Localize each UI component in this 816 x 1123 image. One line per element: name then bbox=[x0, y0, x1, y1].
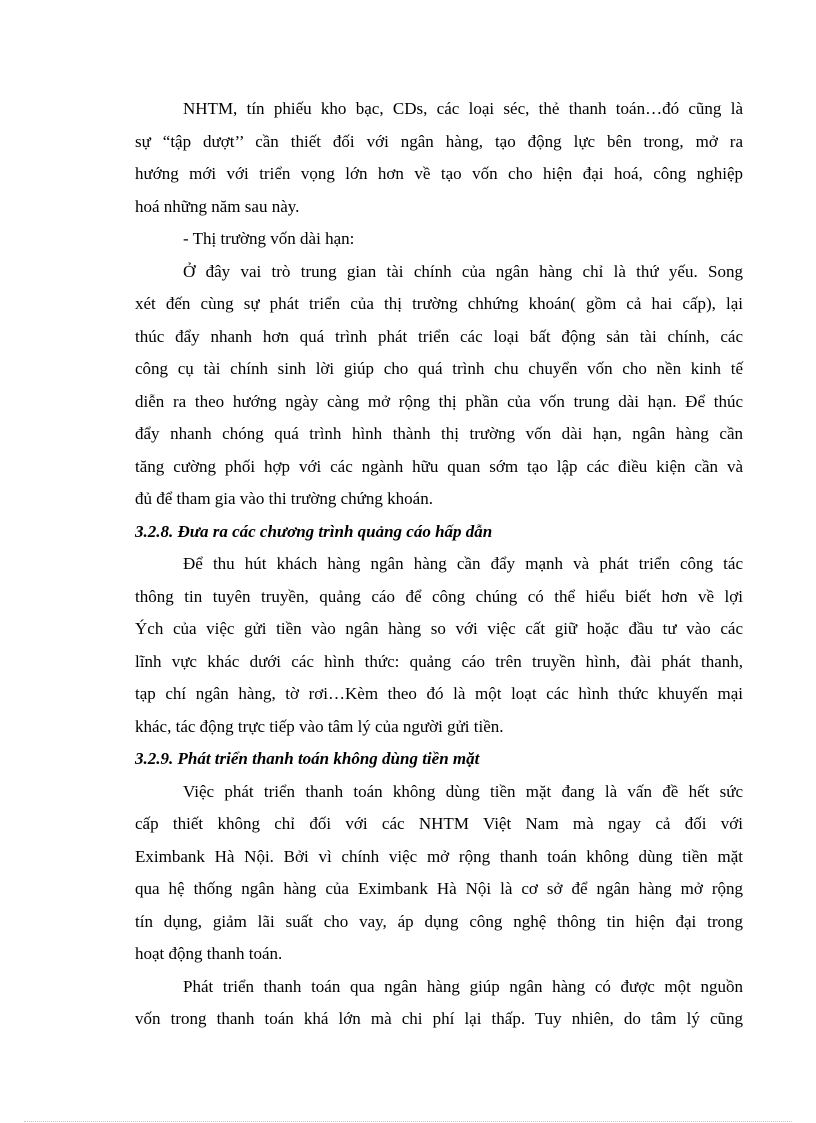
section-heading-3-2-8: 3.2.8. Đưa ra các chương trình quảng cáo hấp dẫn bbox=[135, 521, 493, 541]
text-line: tạp chí ngân hàng, tờ rơi…Kèm theo đó là một loạt các hình thức khuyến mại bbox=[135, 684, 743, 703]
text-line: Eximbank Hà Nội. Bởi vì chính việc mở rộng thanh toán không dùng tiền mặt bbox=[135, 846, 743, 866]
text-line: đủ để tham gia vào thi trường chứng khoán. bbox=[135, 489, 433, 508]
section-heading-3-2-9: 3.2.9. Phát triển thanh toán không dùng tiền mặt bbox=[135, 749, 480, 768]
text-line: thông tin tuyên truyền, quảng cáo để công chúng có thể hiểu biết hơn về lợi bbox=[135, 586, 743, 606]
text-line: Việc phát triển thanh toán không dùng tiền mặt đang là vấn đề hết sức bbox=[183, 781, 743, 801]
page-bottom-rule bbox=[24, 1121, 792, 1122]
text-line: tăng cường phối hợp với các ngành hữu quan sớm tạo lập các điều kiện cần và bbox=[135, 456, 743, 476]
text-line: Để thu hút khách hàng ngân hàng cần đẩy mạnh và phát triển công tác bbox=[183, 554, 743, 573]
text-line: Ých của việc gửi tiền vào ngân hàng so với việc cất giữ hoặc đầu tư vào các bbox=[135, 619, 743, 638]
text-line: - Thị trường vốn dài hạn: bbox=[183, 229, 355, 248]
text-line: vốn trong thanh toán khá lớn mà chi phí lại thấp. Tuy nhiên, do tâm lý cũng bbox=[135, 1009, 743, 1028]
text-line: thúc đẩy nhanh hơn quá trình phát triển các loại bất động sản tài chính, các bbox=[135, 326, 743, 346]
document-page bbox=[135, 93, 743, 1036]
text-line: hoạt động thanh toán. bbox=[135, 944, 283, 963]
text-line: tín dụng, giảm lãi suất cho vay, áp dụng công nghệ thông tin hiện đại trong bbox=[135, 911, 743, 931]
text-line: hướng mới với triển vọng lớn hơn về tạo vốn cho hiện đại hoá, công nghiệp bbox=[135, 164, 743, 183]
text-line: công cụ tài chính sinh lời giúp cho quá trình chu chuyển vốn cho nền kinh tế bbox=[135, 359, 743, 378]
text-line: Phát triển thanh toán qua ngân hàng giúp ngân hàng có được một nguồn bbox=[183, 976, 743, 996]
text-line: xét đến cùng sự phát triển của thị trường chhứng khoán( gồm cả hai cấp), lại bbox=[135, 294, 743, 313]
text-line: cấp thiết không chỉ đối với các NHTM Việt Nam mà ngay cả đối với bbox=[135, 814, 743, 833]
text-line: diễn ra theo hướng ngày càng mở rộng thị phần của vốn trung dài hạn. Để thúc bbox=[135, 391, 743, 411]
text-line: sự “tập dượt’’ cần thiết đối với ngân hàng, tạo động lực bên trong, mở ra bbox=[135, 131, 743, 151]
text-line: qua hệ thống ngân hàng của Eximbank Hà Nội là cơ sở để ngân hàng mở rộng bbox=[135, 879, 743, 898]
text-line: hoá những năm sau này. bbox=[135, 196, 300, 216]
text-line: khác, tác động trực tiếp vào tâm lý của người gửi tiền. bbox=[135, 716, 504, 736]
text-line: Ở đây vai trò trung gian tài chính của ngân hàng chỉ là thứ yếu. Song bbox=[183, 261, 743, 281]
text-line: đẩy nhanh chóng quá trình hình thành thị trường vốn dài hạn, ngân hàng cần bbox=[135, 424, 743, 443]
text-line: NHTM, tín phiếu kho bạc, CDs, các loại séc, thẻ thanh toán…đó cũng là bbox=[183, 99, 743, 118]
text-line: lĩnh vực khác dưới các hình thức: quảng cáo trên truyền hình, đài phát thanh, bbox=[135, 651, 743, 671]
